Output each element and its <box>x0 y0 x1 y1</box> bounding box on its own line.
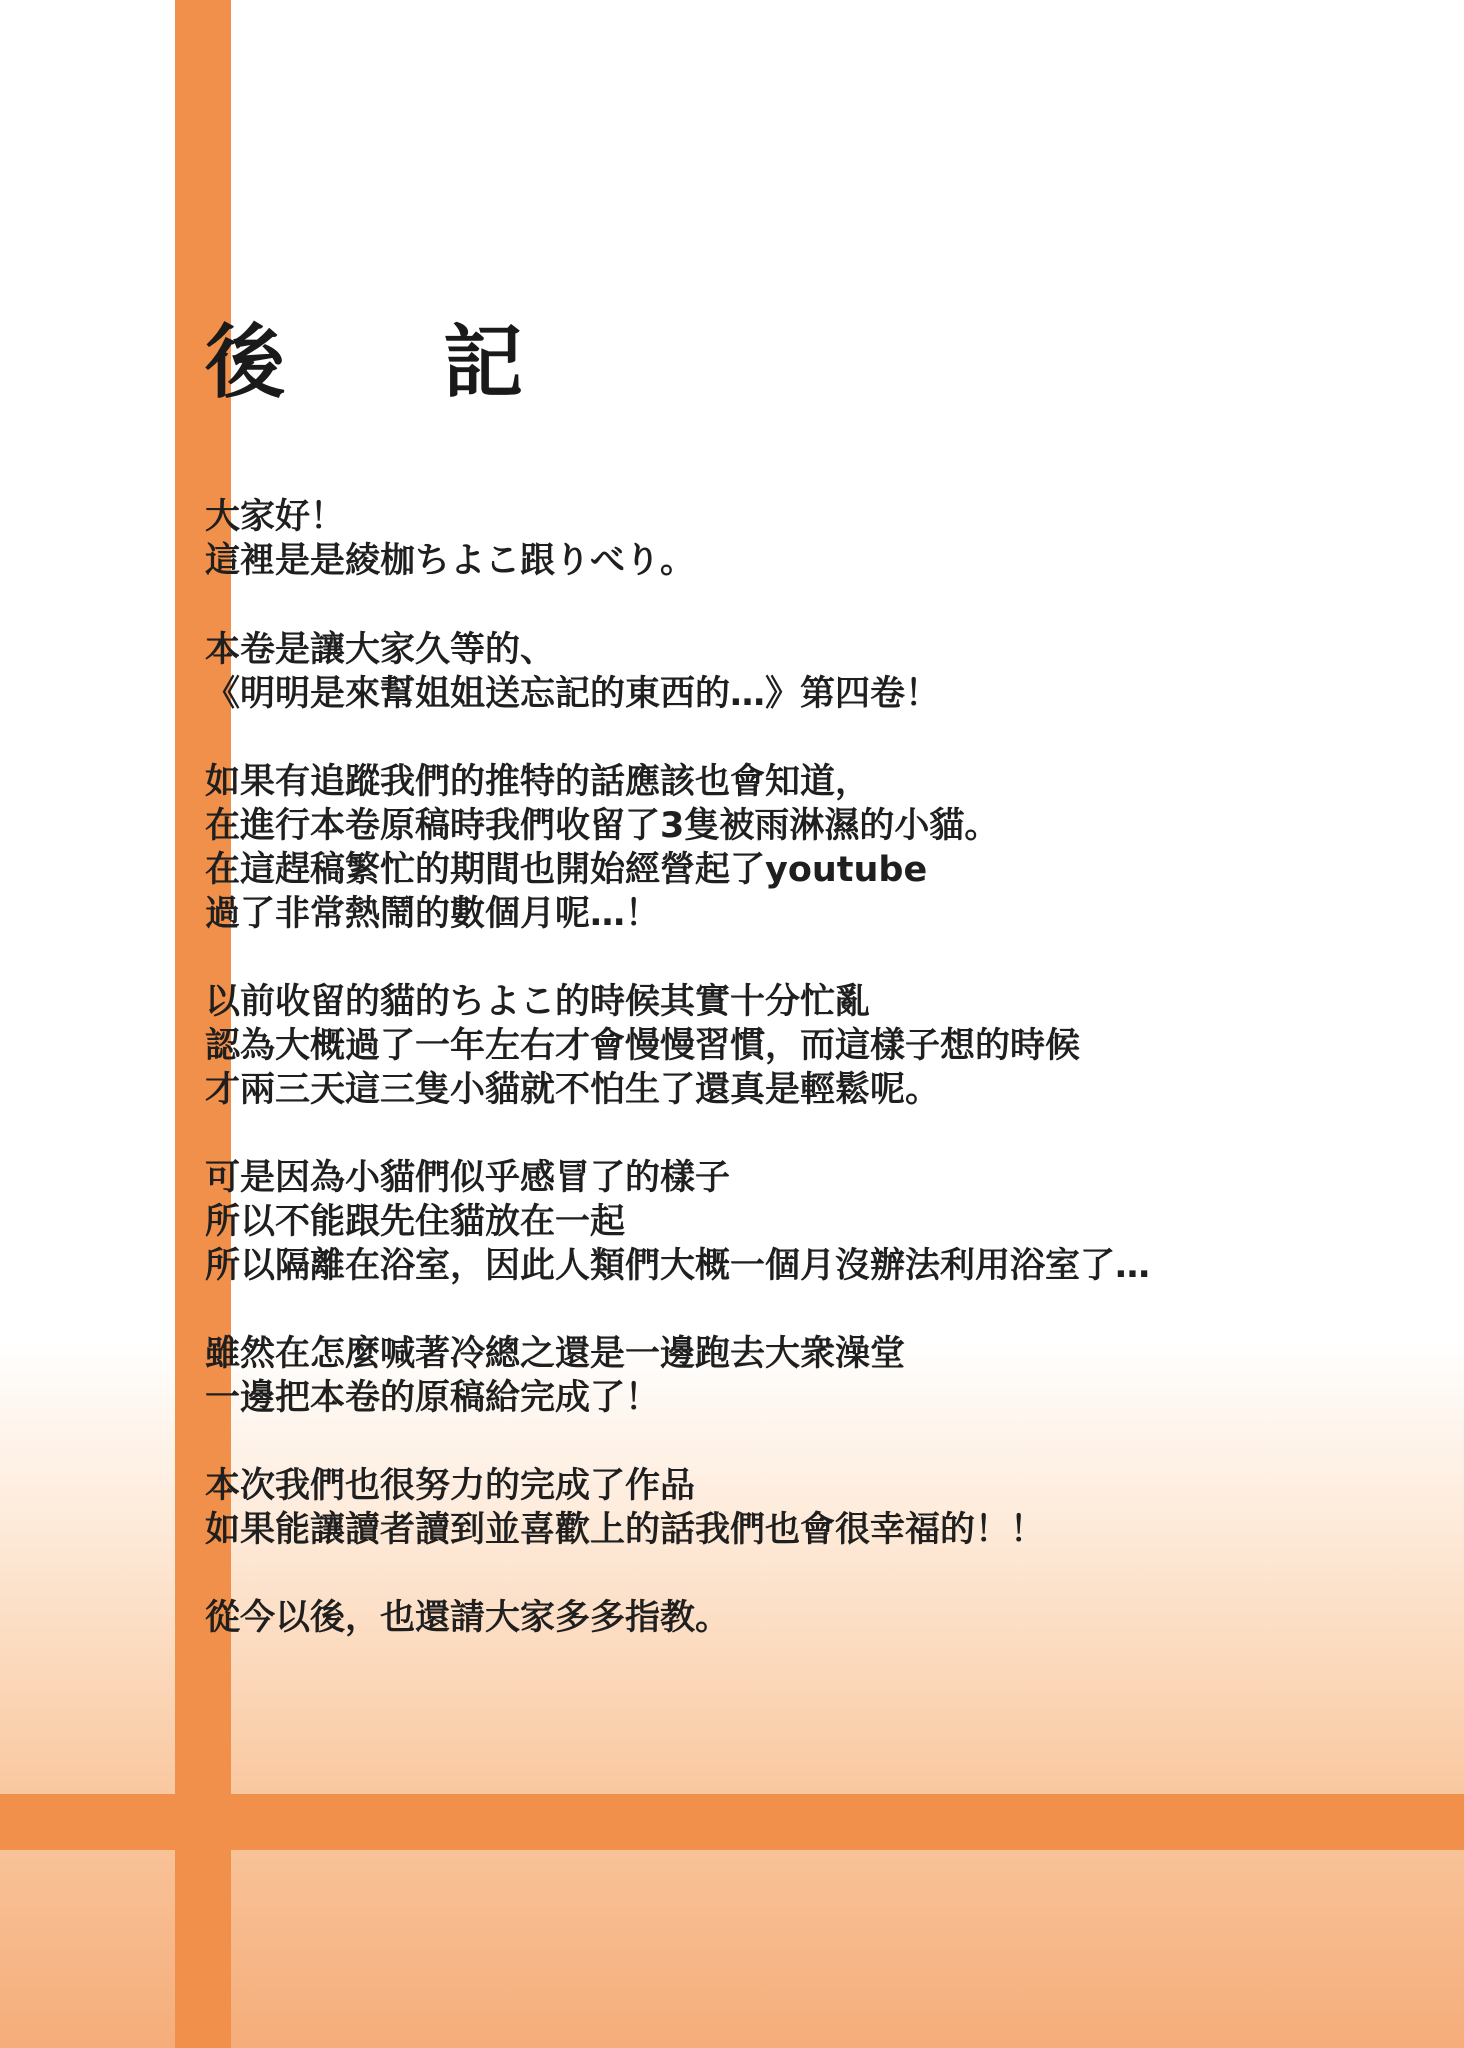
text-line: 大家好！ <box>205 497 346 537</box>
paragraph-chiyoko <box>205 980 1405 1112</box>
text-line: 認為大概過了一年左右才會慢慢習慣，而這樣子想的時候 <box>205 1026 1081 1066</box>
paragraph-bathhouse <box>205 1332 1405 1420</box>
text-line: 在進行本卷原稿時我們收留了3隻被雨淋濕的小貓。 <box>205 806 1000 846</box>
paragraph-effort <box>205 1464 1405 1552</box>
page-title <box>205 318 523 408</box>
afterword-page <box>205 0 1405 2048</box>
title-char: 記 <box>443 316 523 409</box>
text-line: 一邊把本卷的原稿給完成了！ <box>205 1378 661 1418</box>
paragraph-closing <box>205 1596 1405 1640</box>
text-line: 如果有追蹤我們的推特的話應該也會知道， <box>205 762 871 802</box>
text-line: 可是因為小貓們似乎感冒了的樣子 <box>205 1158 731 1198</box>
paragraph-greeting <box>205 495 1405 583</box>
text-line: 《明明是來幫姐姐送忘記的東西的…》第四卷！ <box>205 674 941 714</box>
text-line: 如果能讓讀者讀到並喜歡上的話我們也會很幸福的！！ <box>205 1510 1046 1550</box>
text-line: 以前收留的貓的ちよこ的時候其實十分忙亂 <box>205 982 871 1022</box>
paragraph-kittens <box>205 760 1405 936</box>
paragraph-bathroom <box>205 1156 1405 1288</box>
text-line: 雖然在怎麼喊著冷總之還是一邊跑去大衆澡堂 <box>205 1334 906 1374</box>
text-line: 本卷是讓大家久等的、 <box>205 630 556 670</box>
text-line: 過了非常熱鬧的數個月呢…！ <box>205 894 661 934</box>
text-line: 在這趕稿繁忙的期間也開始經營起了youtube <box>205 850 928 890</box>
text-line: 這裡是是綾枷ちよこ跟りべり。 <box>205 541 696 581</box>
text-line: 從今以後，也還請大家多多指教。 <box>205 1598 731 1638</box>
text-line: 所以不能跟先住貓放在一起 <box>205 1202 626 1242</box>
text-line: 才兩三天這三隻小貓就不怕生了還真是輕鬆呢。 <box>205 1070 941 1110</box>
text-line: 所以隔離在浴室，因此人類們大概一個月沒辦法利用浴室了… <box>205 1246 1151 1286</box>
paragraph-volume <box>205 628 1405 716</box>
title-char: 後 <box>205 316 285 409</box>
text-line: 本次我們也很努力的完成了作品 <box>205 1466 696 1506</box>
